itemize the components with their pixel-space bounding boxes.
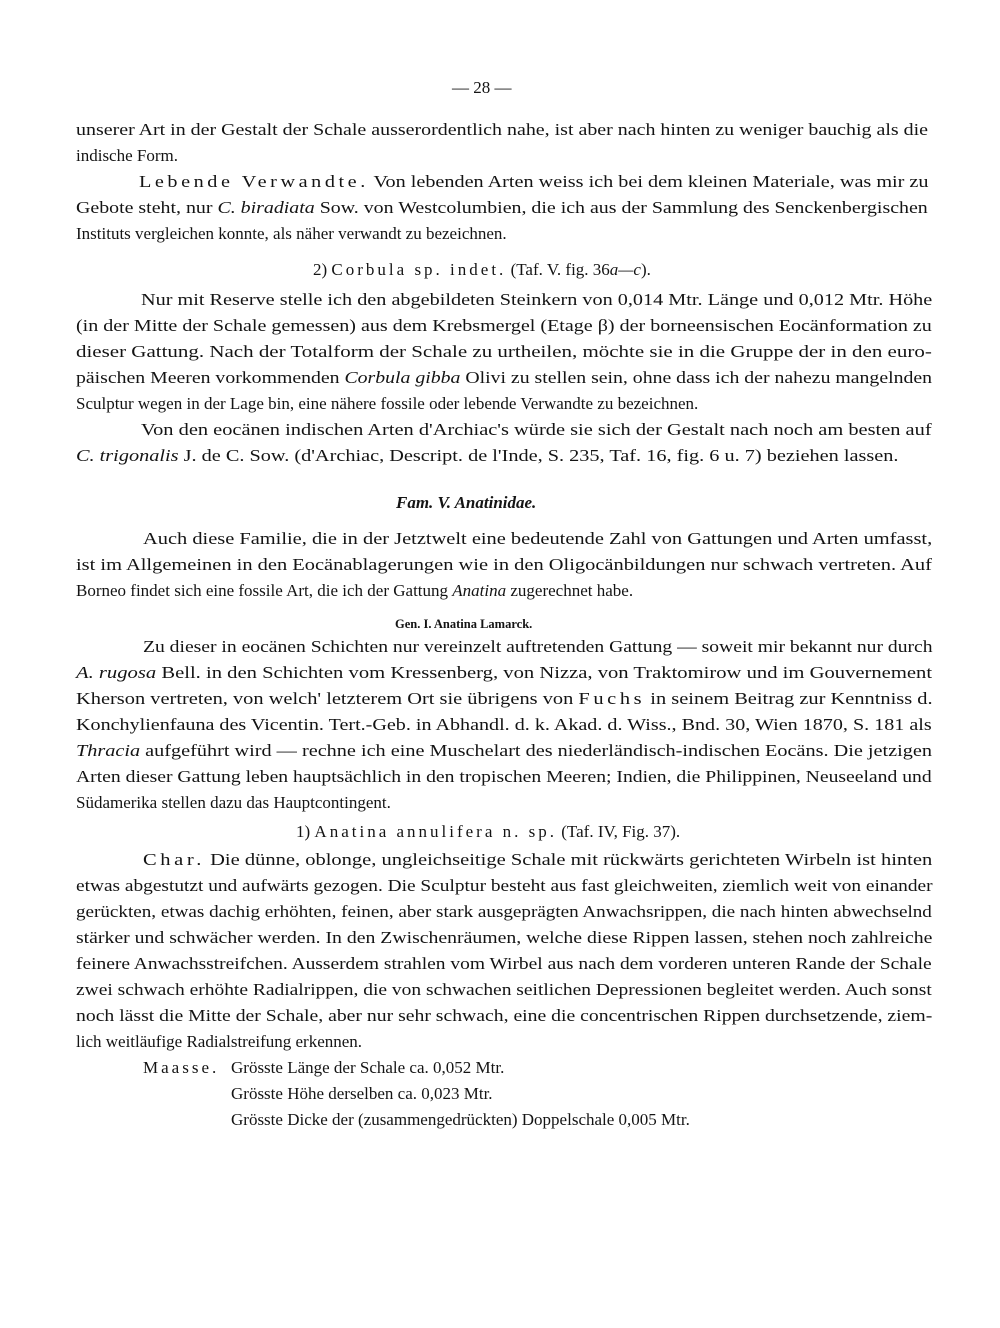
text-run: Von lebenden Arten weiss ich bei dem kleinen Materiale, was mir zu: [373, 172, 929, 191]
paragraph-6-line-1: Zu dieser in eocänen Schichten nur vereinzelt auftretenden Gattung — soweit mir bekannt nur durch: [143, 637, 933, 656]
genus-name: Anatina: [452, 581, 507, 600]
paragraph-3-line-5: Sculptur wegen in der Lage bin, eine nähere fossile oder lebende Verwandte zu bezeichnen.: [76, 394, 699, 413]
species-heading-corbula: [313, 259, 651, 281]
measurement-height: Grösste Höhe derselben ca. 0,023 Mtr.: [231, 1084, 493, 1103]
paragraph-1-line-1: unserer Art in der Gestalt der Schale ausserordentlich nahe, ist aber nach hinten zu weniger bauchig als die: [76, 120, 929, 139]
paragraph-3-line-1: Nur mit Reserve stelle ich den abgebildeten Steinkern von 0,014 Mtr. Länge und 0,012 Mtr. Höhe: [141, 290, 933, 309]
paragraph-3-line-4: [76, 367, 932, 389]
paragraph-7-line-5: feinere Anwachsstreifchen. Ausserdem strahlen vom Wirbel aus nach dem vorderen unteren Rande der Schale: [76, 954, 932, 973]
heading-reference: (Taf. IV, Fig. 37).: [561, 822, 681, 841]
measurement-length: Grösste Länge der Schale ca. 0,052 Mtr.: [231, 1058, 505, 1077]
paragraph-6-line-4: Konchylienfauna des Vicentin. Tert.-Geb. in Abhandl. d. k. Akad. d. Wiss., Bnd. 30, Wien 1870, S. 181 als: [76, 715, 932, 734]
paragraph-2-line-1: [139, 171, 929, 193]
species-name: C. trigonalis: [76, 446, 179, 465]
text-run: J. de C. Sow. (d'Archiac, Descript. de l'Inde, S. 235, Taf. 16, fig. 6 u. 7) beziehen lassen.: [183, 446, 899, 465]
paragraph-6-line-5: [76, 740, 932, 762]
heading-species-name: Anatina annulifera n. sp.: [314, 822, 558, 841]
heading-species-name: Corbula sp. indet.: [331, 260, 507, 279]
heading-number: 2): [313, 260, 328, 279]
heading-reference: (Taf. V. fig. 36: [510, 260, 610, 279]
paragraph-7-line-2: etwas abgestutzt und aufwärts gezogen. Die Sculptur besteht aus fast gleichweiten, ziemlich weit von einander: [76, 876, 933, 895]
measurements-label: Maasse.: [143, 1058, 220, 1077]
paragraph-6-line-2: [76, 662, 932, 684]
paragraph-7-line-6: zwei schwach erhöhte Radialrippen, die von schwachen seitlichen Depressionen begleitet werden. Auch sonst: [76, 980, 932, 999]
paragraph-7-line-8: lich weitläufige Radialstreifung erkennen.: [76, 1032, 363, 1051]
genus-name: Thracia: [76, 741, 141, 760]
living-relatives-label: Lebende Verwandte.: [139, 172, 369, 191]
species-name: C. biradiata: [217, 198, 315, 217]
paragraph-7-line-4: stärker und schwächer werden. In den Zwischenräumen, welche diese Rippen lassen, stehen noch zahlreiche: [76, 928, 933, 947]
paragraph-4-line-1: Von den eocänen indischen Arten d'Archiac's würde sie sich der Gestalt nach noch am besten auf: [141, 420, 932, 439]
paragraph-3-line-2: (in der Mitte der Schale gemessen) aus dem Krebsmergel (Etage β) der borneensischen Eocänformation zu: [76, 316, 932, 335]
characteristics-label: Char.: [143, 850, 205, 869]
paragraph-1-line-2: indische Form.: [76, 146, 178, 165]
paragraph-2-line-2: [76, 197, 928, 219]
heading-reference-italic: a—c: [609, 260, 641, 279]
paragraph-5-line-2: ist im Allgemeinen in den Eocänablagerungen wie in den Oligocänbildungen nur schwach vertreten. Auf: [76, 555, 932, 574]
paragraph-5-line-1: Auch diese Familie, die in der Jetztwelt eine bedeutende Zahl von Gattungen und Arten umfasst,: [143, 529, 933, 548]
author-name: Fuchs: [578, 689, 646, 708]
paragraph-7-line-3: gerückten, etwas dachig erhöhten, feinen, aber stark ausgeprägten Anwachsrippen, die nach hinten abwechselnd: [76, 902, 932, 921]
text-run: päischen Meeren vorkommenden: [76, 368, 340, 387]
measurement-thickness: Grösste Dicke der (zusammengedrückten) Doppelschale 0,005 Mtr.: [231, 1110, 690, 1129]
page-number: — 28 —: [452, 78, 512, 97]
text-run: Kherson vertreten, von welch' letzterem Ort sie übrigens von: [76, 689, 574, 708]
paragraph-4-line-2: [76, 445, 898, 467]
text-run: Borneo findet sich eine fossile Art, die ich der Gattung: [76, 581, 449, 600]
text-run: Sow. von Westcolumbien, die ich aus der Sammlung des Senckenbergischen: [319, 198, 928, 217]
paragraph-7-line-7: noch lässt die Mitte der Schale, aber nur sehr schwach, eine die concentrischen Rippen durchsetzende, ziem-: [76, 1006, 933, 1025]
paragraph-6-line-3: [76, 688, 933, 710]
species-heading-anatina: [296, 821, 680, 843]
text-run: Olivi zu stellen sein, ohne dass ich der nahezu mangelnden: [465, 368, 933, 387]
text-run: Bell. in den Schichten vom Kressenberg, von Nizza, von Traktomirow und im Gouvernement: [161, 663, 933, 682]
species-name: Corbula gibba: [344, 368, 461, 387]
text-run: Gebote steht, nur: [76, 198, 213, 217]
species-name: A. rugosa: [76, 663, 157, 682]
text-run: aufgeführt wird — rechne ich eine Muschelart des niederländisch-indischen Eocäns. Die jetzigen: [145, 741, 932, 760]
text-run: in seinem Beitrag zur Kenntniss d.: [650, 689, 933, 708]
paragraph-5-line-3: [76, 580, 633, 602]
paragraph-6-line-6: Arten dieser Gattung leben hauptsächlich in den tropischen Meeren; Indien, die Philippinen, Neuseeland und: [76, 767, 932, 786]
heading-reference-end: ).: [640, 260, 651, 279]
family-heading: Fam. V. Anatinidae.: [396, 493, 537, 512]
genus-heading: Gen. I. Anatina Lamarck.: [395, 617, 533, 631]
heading-number: 1): [296, 822, 311, 841]
paragraph-7-line-1: [143, 849, 932, 871]
paragraph-2-line-3: Instituts vergleichen konnte, als näher verwandt zu bezeichnen.: [76, 224, 507, 243]
text-run: Die dünne, oblonge, ungleichseitige Schale mit rückwärts gerichteten Wirbeln ist hinten: [210, 850, 933, 869]
text-run: zugerechnet habe.: [510, 581, 634, 600]
paragraph-6-line-7: Südamerika stellen dazu das Hauptcontingent.: [76, 793, 391, 812]
paragraph-3-line-3: dieser Gattung. Nach der Totalform der Schale zu urtheilen, möchte sie in die Gruppe der in den euro-: [76, 342, 932, 361]
